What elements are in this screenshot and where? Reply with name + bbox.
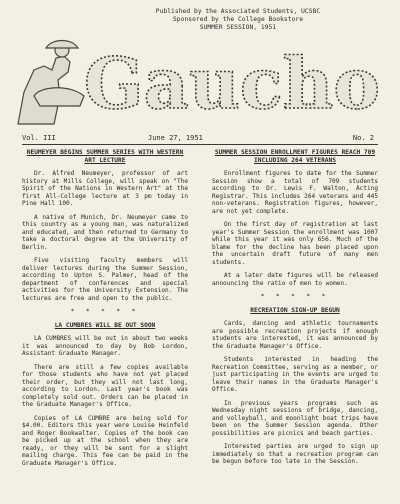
- article-paragraph: Enrollment figures to date for the Summer Session show a total of 709 students according to Dr. Lewis F. Walton, Acting Registrar. This includes 264 veterans and 445 non-veterans. Registration figures, however, are not yet complete.: [212, 170, 378, 215]
- publisher-line-2: Sponsored by the College Bookstore: [172, 16, 304, 23]
- article-headline: LA CUMBRES WILL BE OUT SOON: [54, 321, 156, 329]
- article-paragraph: A native of Munich, Dr. Neumeyer came to this country as a young man, was naturalized and educated, and then returned to Germany to take a doctoral degree at the University of Berlin.: [22, 213, 188, 251]
- gaucho-rider-illustration: [18, 41, 84, 125]
- issue-number: No. 2: [352, 134, 374, 142]
- masthead-title: Gaucho: [83, 42, 381, 125]
- article-paragraph: Dr. Alfred Neumeyer, professor of art history at Mills College, will speak on "The Spirit of the Nations in Western Art" at the first All-College lecture at 3 pm today in Pine Hall 100.: [22, 170, 188, 207]
- article-headline: NEUMEYER BEGINS SUMMER SERIES WITH WESTERN ART LECTURE: [26, 149, 184, 164]
- article-paragraph: Cards, dancing and athletic tournaments are possible recreation projects if enough students are interested, it was announced by the Graduate Manager's Office.: [212, 320, 378, 350]
- article-headline: SUMMER SESSION ENROLLMENT FIGURES REACH 709 INCLUDING 264 VETERANS: [214, 149, 376, 164]
- article-paragraph: Copies of LA CUMBRE are being sold for $4.00. Editors this year were Louise Heinfeld and Roger Bookwalter. Copies of the book can be picked up at the school when they are ready, or they will be sent for a slight mailing charge. This fee can be paid in the Graduate Manager's Office.: [22, 414, 188, 467]
- publisher-line-1: Published by the Associated Students, UCSBC: [155, 8, 321, 15]
- article-paragraph: In previous years programs such as Wednesday night sessions of bridge, dancing, and volleyball, and moonlight boat trips have been on the Summer Session agenda. Other possibilities are picnics and beach parties.: [212, 399, 378, 437]
- article-paragraph: LA CUMBRES will be out in about two weeks it was announced to day by Bob Lordon, Assistant Graduate Manager.: [22, 335, 188, 357]
- article-paragraph: At a later date figures will be released announcing the ratio of men to women.: [212, 272, 378, 287]
- section-separator: * * * * *: [70, 308, 140, 315]
- article-paragraph: Students interested in heading the Recreation Committee, serving as a member, or just participating in the events are urged to leave their names in the Graduate Manager's Office.: [212, 356, 378, 393]
- masthead: [0, 36, 400, 128]
- dateline: [22, 133, 374, 143]
- left-column: [22, 149, 188, 473]
- session-line: SUMMER SESSION, 1951: [199, 24, 277, 31]
- article-paragraph: Five visiting faculty members will deliver lectures during the Summer Session, according to Upton S. Palmer, head of the department of conferences and special activities for the University Extension. The lectures are free and open to the public.: [22, 257, 188, 302]
- volume-number: Vol. III: [22, 134, 56, 142]
- header-divider: [22, 144, 378, 145]
- section-separator: * * * * *: [260, 293, 330, 300]
- article-headline: RECREATION SIGN-UP BEGUN: [250, 306, 340, 314]
- article-paragraph: There are still a few copies available for those students who have not yet placed their order, but they will not last long, according to Lordon. Last year's book was completely sold out. Orders can be placed in the Graduate Manager's Office.: [22, 363, 188, 408]
- article-paragraph: On the first day of registration at last year's Summer Session the enrollment was 1007 while this year it was only 656. Much of the blame for the decline has been placed upon the uncertain draft future of many men students.: [212, 221, 378, 266]
- article-paragraph: Interested parties are urged to sign up immediately so that a recreation program can be begun before too late in the Session.: [212, 443, 378, 465]
- right-column: [212, 149, 378, 472]
- publisher-info: [118, 8, 358, 32]
- issue-date: June 27, 1951: [148, 134, 203, 142]
